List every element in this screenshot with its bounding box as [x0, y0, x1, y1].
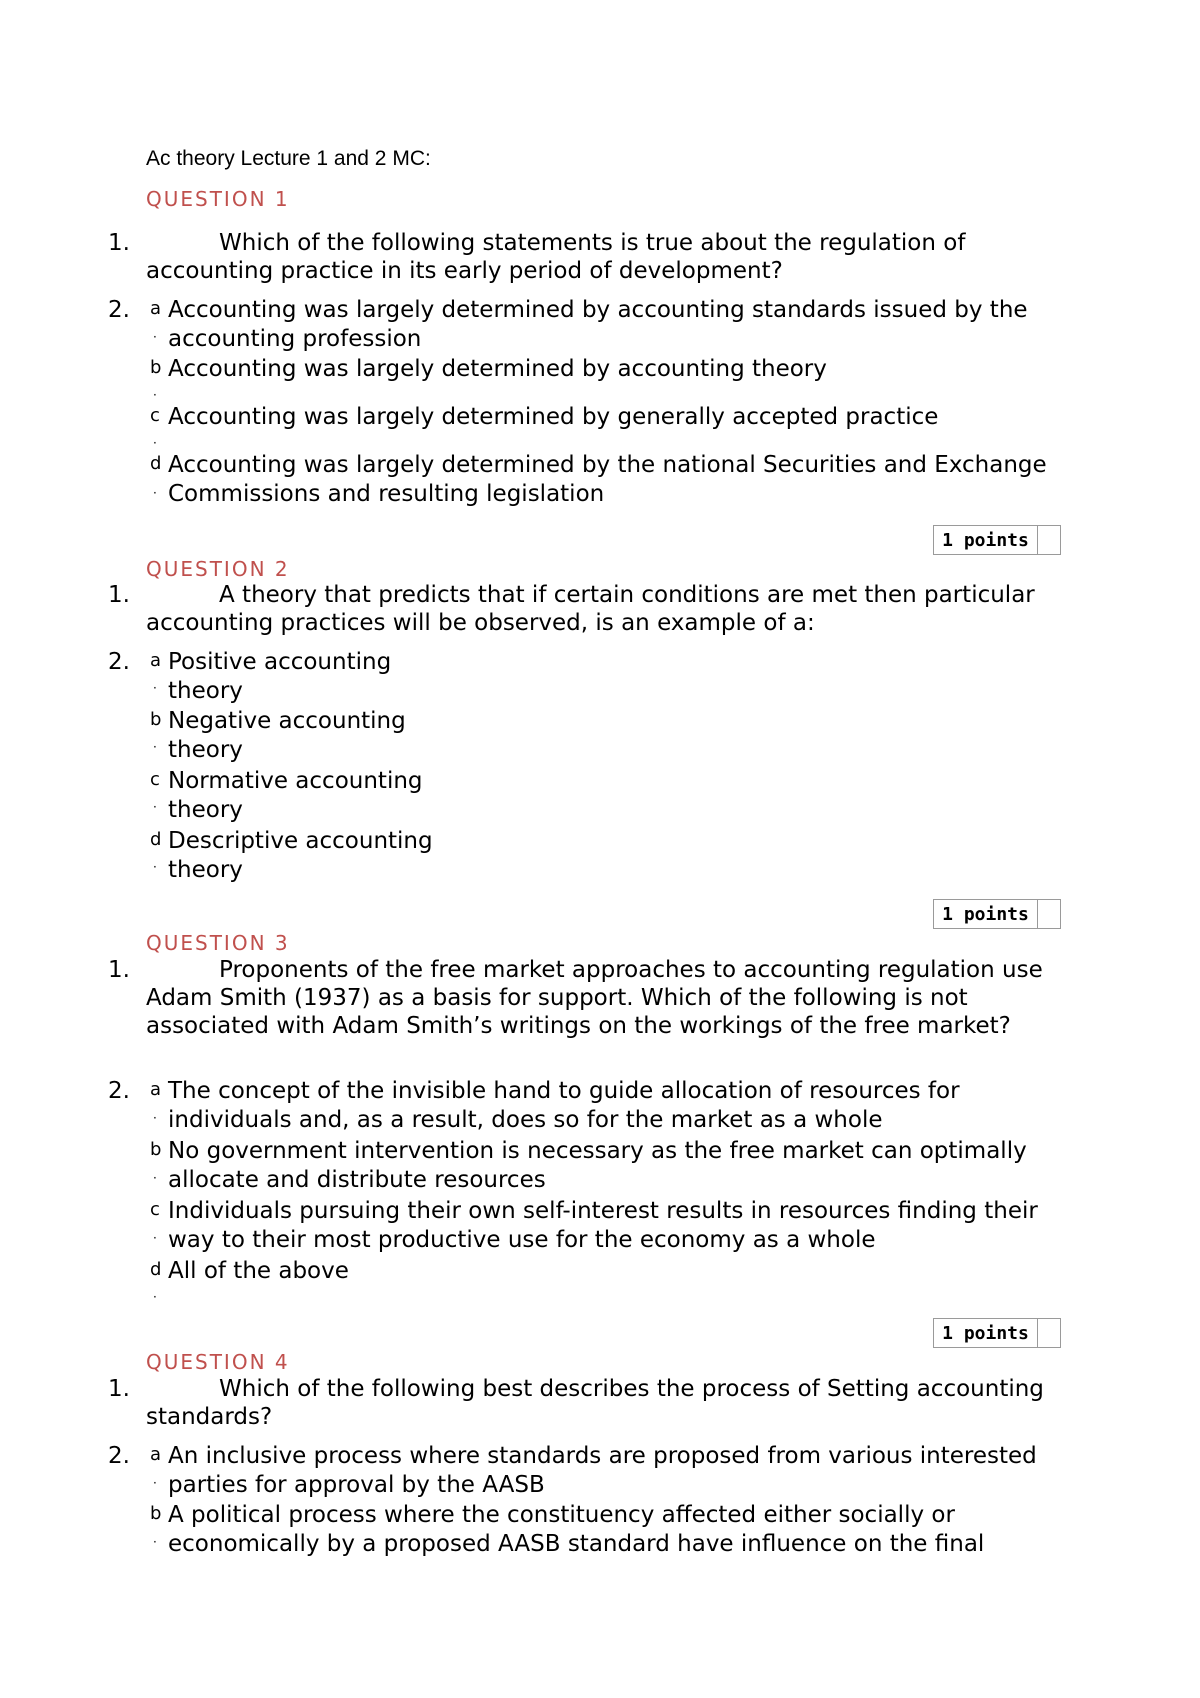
question-2-option-c[interactable]: Normative accounting theory [168, 768, 423, 823]
option-bullet: · [153, 388, 157, 402]
option-bullet: · [153, 330, 157, 344]
question-3-option-d-letter: d [150, 1259, 162, 1280]
question-3-option-b-letter: b [150, 1139, 162, 1160]
question-1-points-box [933, 525, 1061, 555]
question-4-option-b-letter: b [150, 1503, 162, 1524]
question-1-stem-number: 1. [108, 230, 130, 256]
question-2-option-a[interactable]: Positive accounting theory [168, 649, 392, 704]
question-1-option-b[interactable]: Accounting was largely determined by accounting theory [168, 356, 827, 382]
option-bullet: · [153, 1290, 157, 1304]
question-2-heading: QUESTION 2 [146, 557, 290, 581]
question-3-stem-number: 1. [108, 957, 130, 983]
option-bullet: · [153, 436, 157, 450]
document-title: Ac theory Lecture 1 and 2 MC: [146, 147, 431, 170]
question-1-options-number: 2. [108, 297, 130, 323]
option-bullet: · [153, 1171, 157, 1185]
option-bullet: · [153, 1476, 157, 1490]
question-4-stem: Which of the following best describes the process of Setting accounting standards? [146, 1376, 1044, 1430]
question-1-stem: Which of the following statements is true about the regulation of accounting practice in its early period of development? [146, 230, 966, 284]
question-3-stem: Proponents of the free market approaches to accounting regulation use Adam Smith (1937) as a basis for support. Which of the following is not associated with Adam Smith’s writings on the workings of the free market? [146, 957, 1043, 1039]
question-2-points-box [933, 899, 1061, 929]
option-bullet: · [153, 860, 157, 874]
question-2-option-a-letter: a [150, 650, 162, 671]
question-3-option-c[interactable]: Individuals pursuing their own self-interest results in resources finding their way to their most productive use for the economy as a whole [168, 1198, 1038, 1253]
points-input[interactable] [1038, 526, 1060, 554]
points-label: 1 points [934, 526, 1038, 554]
question-4-option-a[interactable]: An inclusive process where standards are proposed from various interested parties for approval by the AASB [168, 1443, 1037, 1498]
option-bullet: · [153, 1231, 157, 1245]
question-3-points-box [933, 1318, 1061, 1348]
question-3-option-c-letter: c [150, 1199, 160, 1220]
question-2-stem: A theory that predicts that if certain conditions are met then particular accounting practices will be observed, is an example of a: [146, 582, 1035, 636]
question-3-option-d[interactable]: All of the above [168, 1258, 349, 1284]
option-bullet: · [153, 740, 157, 754]
question-2-stem-number: 1. [108, 582, 130, 608]
question-1-heading: QUESTION 1 [146, 187, 290, 211]
question-1-option-d-letter: d [150, 453, 162, 474]
option-bullet: · [153, 800, 157, 814]
question-1-option-c[interactable]: Accounting was largely determined by generally accepted practice [168, 404, 939, 430]
question-2-option-b-letter: b [150, 709, 162, 730]
question-3-option-a-letter: a [150, 1079, 162, 1100]
question-2-option-c-letter: c [150, 769, 160, 790]
question-3-option-a[interactable]: The concept of the invisible hand to guide allocation of resources for individuals and, as a result, does so for the market as a whole [168, 1078, 960, 1133]
question-3-option-b[interactable]: No government intervention is necessary as the free market can optimally allocate and distribute resources [168, 1138, 1027, 1193]
question-2-options-number: 2. [108, 649, 130, 675]
points-input[interactable] [1038, 900, 1060, 928]
question-3-options-number: 2. [108, 1078, 130, 1104]
points-input[interactable] [1038, 1319, 1060, 1347]
question-4-option-b[interactable]: A political process where the constituency affected either socially or economically by a proposed AASB standard have influence on the final [168, 1502, 985, 1557]
points-label: 1 points [934, 1319, 1038, 1347]
question-2-option-b[interactable]: Negative accounting theory [168, 708, 406, 763]
option-bullet: · [153, 681, 157, 695]
question-1-option-d[interactable]: Accounting was largely determined by the national Securities and Exchange Commissions and resulting legislation [168, 452, 1047, 507]
question-1-option-b-letter: b [150, 357, 162, 378]
question-4-option-a-letter: a [150, 1444, 162, 1465]
question-2-option-d[interactable]: Descriptive accounting theory [168, 828, 433, 883]
question-1-option-a[interactable]: Accounting was largely determined by accounting standards issued by the accounting profession [168, 297, 1028, 352]
option-bullet: · [153, 1111, 157, 1125]
question-1-option-c-letter: c [150, 405, 160, 426]
points-label: 1 points [934, 900, 1038, 928]
question-4-options-number: 2. [108, 1443, 130, 1469]
question-4-heading: QUESTION 4 [146, 1350, 290, 1374]
question-4-stem-number: 1. [108, 1376, 130, 1402]
question-2-option-d-letter: d [150, 829, 162, 850]
option-bullet: · [153, 1535, 157, 1549]
option-bullet: · [153, 486, 157, 500]
question-3-heading: QUESTION 3 [146, 931, 290, 955]
question-1-option-a-letter: a [150, 298, 162, 319]
